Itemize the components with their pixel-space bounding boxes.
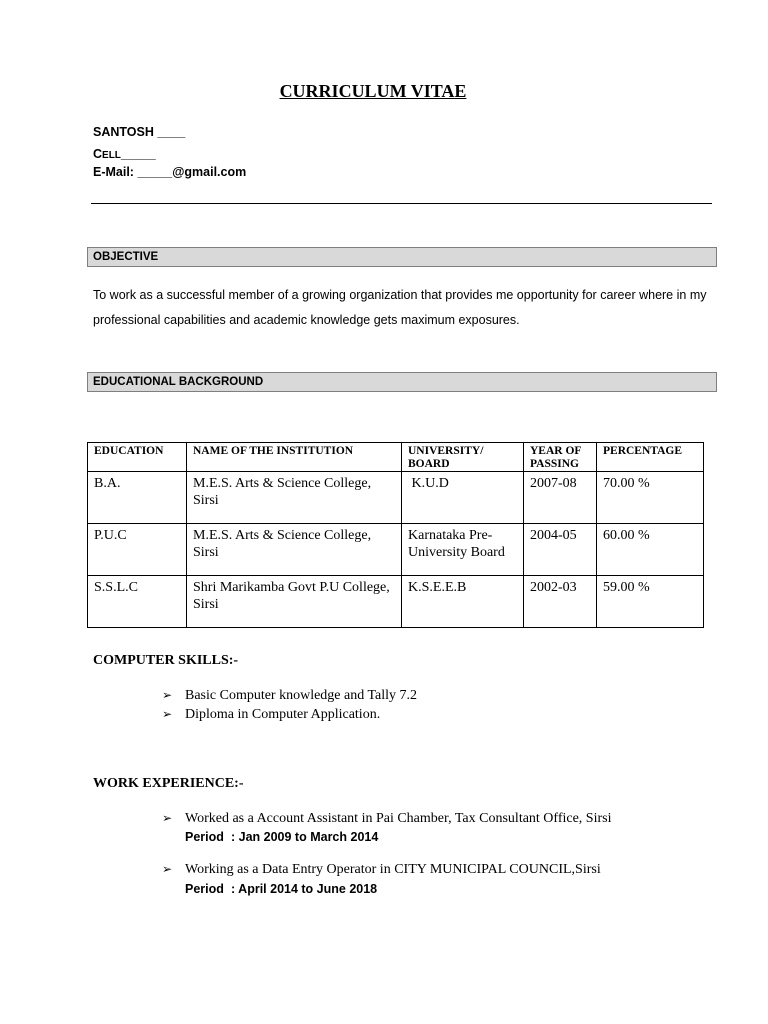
arrowhead-bullet-icon: ➢ xyxy=(162,862,173,876)
column-header: NAME OF THE INSTITUTION xyxy=(187,443,402,472)
work-text: Worked as a Account Assistant in Pai Chamber, Tax Consultant Office, Sirsi xyxy=(185,811,612,826)
table-row xyxy=(88,472,704,524)
contact-email: E-Mail: _____@gmail.com xyxy=(93,165,247,179)
skills-list-item xyxy=(162,688,417,704)
table-cell: P.U.C xyxy=(88,524,187,576)
period-label: Period xyxy=(185,882,224,896)
work-period xyxy=(185,830,378,844)
objective-heading: OBJECTIVE xyxy=(87,247,717,267)
period-value: : Jan 2009 to March 2014 xyxy=(231,830,379,844)
column-header: PERCENTAGE xyxy=(597,443,704,472)
table-cell: B.A. xyxy=(88,472,187,524)
table-cell: Shri Marikamba Govt P.U College, Sirsi xyxy=(187,576,402,628)
table-cell: M.E.S. Arts & Science College, Sirsi xyxy=(187,524,402,576)
education-table xyxy=(87,442,704,628)
period-value: : April 2014 to June 2018 xyxy=(231,882,378,896)
period-label: Period xyxy=(185,830,224,844)
work-heading: WORK EXPERIENCE:- xyxy=(93,776,244,791)
table-cell: Karnataka Pre-University Board xyxy=(402,524,524,576)
skills-list-item xyxy=(162,707,380,723)
table-cell: 60.00 % xyxy=(597,524,704,576)
contact-name: SANTOSH ____ xyxy=(93,125,186,139)
skills-heading: COMPUTER SKILLS:- xyxy=(93,653,239,668)
skill-text: Diploma in Computer Application. xyxy=(185,707,381,722)
table-cell: 2002-03 xyxy=(524,576,597,628)
table-cell: M.E.S. Arts & Science College, Sirsi xyxy=(187,472,402,524)
column-header: UNIVERSITY/ BOARD xyxy=(402,443,524,472)
header-divider xyxy=(91,203,712,204)
table-cell: K.S.E.E.B xyxy=(402,576,524,628)
work-list-item xyxy=(162,811,611,827)
table-cell: 70.00 % xyxy=(597,472,704,524)
cell-label-initial: C xyxy=(93,147,103,161)
table-cell: 2004-05 xyxy=(524,524,597,576)
table-row xyxy=(88,524,704,576)
table-row xyxy=(88,576,704,628)
column-header: EDUCATION xyxy=(88,443,187,472)
arrowhead-bullet-icon: ➢ xyxy=(162,707,173,721)
objective-text: To work as a successful member of a growing organization that provides me opportunity for career where in my professional capabilities and academic knowledge gets maximum exposures. xyxy=(93,288,707,327)
table-cell: K.U.D xyxy=(402,472,524,524)
page-title: CURRICULUM VITAE xyxy=(279,81,467,101)
work-period xyxy=(185,882,377,896)
work-text: Working as a Data Entry Operator in CITY MUNICIPAL COUNCIL,Sirsi xyxy=(185,862,601,877)
skill-text: Basic Computer knowledge and Tally 7.2 xyxy=(185,688,418,703)
cell-blank: _____ xyxy=(120,147,156,161)
arrowhead-bullet-icon: ➢ xyxy=(162,811,173,825)
column-header: YEAR OF PASSING xyxy=(524,443,597,472)
table-header-row xyxy=(88,443,704,472)
table-cell: S.S.L.C xyxy=(88,576,187,628)
cell-label-rest: ELL xyxy=(102,150,121,161)
table-cell: 2007-08 xyxy=(524,472,597,524)
work-list-item xyxy=(162,862,601,878)
arrowhead-bullet-icon: ➢ xyxy=(162,688,173,702)
contact-cell xyxy=(93,147,156,161)
education-heading: EDUCATIONAL BACKGROUND xyxy=(87,372,717,392)
table-cell: 59.00 % xyxy=(597,576,704,628)
